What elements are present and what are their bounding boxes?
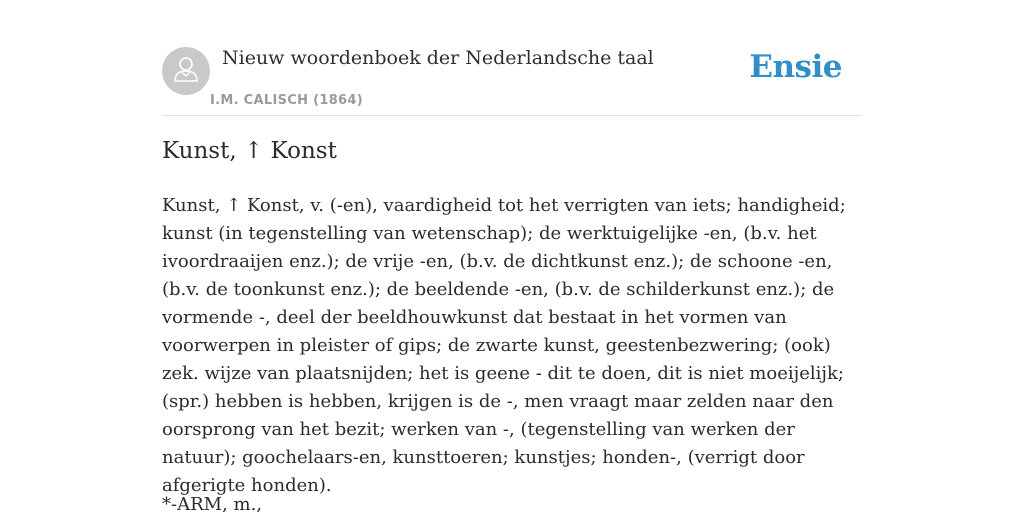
avatar[interactable] <box>162 47 210 95</box>
user-silhouette-icon <box>171 54 201 88</box>
ensie-logo-link[interactable]: Ensie <box>749 49 842 85</box>
next-entry-text: *-ARM, m., <box>162 494 263 512</box>
book-header <box>162 44 862 116</box>
entry-title: Kunst, ↑ Konst <box>162 138 337 164</box>
author-name[interactable]: I.M. CALISCH (1864) <box>210 93 363 108</box>
entry-definition: Kunst, ↑ Konst, v. (-en), vaardigheid tot het verrigten van iets; handigheid; kunst (in tegenstelling van wetenschap); de werktuigelijke -en, (b.v. het ivoordraaijen enz.); de vrije -en, (b.v. de dichtkunst enz.); de schoone -en, (b.v. de toonkunst enz.); de beeldende -en, (b.v. de schilderkunst enz.); de vormende -, deel der beeldhouwkunst dat bestaat in het vormen van voorwerpen in pleister of gips; de zwarte kunst, geestenbezwering; (ook) zek. wijze van plaatsnijden; het is geene - dit te doen, dit is niet moeijelijk; (spr.) hebben is hebben, krijgen is de -, men vraagt maar zelden naar den oorsprong van het bezit; werken van -, (tegenstelling van werken der natuur); goochelaars-en, kunsttoeren; kunstjes; honden-, (verrigt door afgerigte honden). <box>162 195 846 496</box>
book-title[interactable]: Nieuw woordenboek der Nederlandsche taal <box>222 47 654 69</box>
